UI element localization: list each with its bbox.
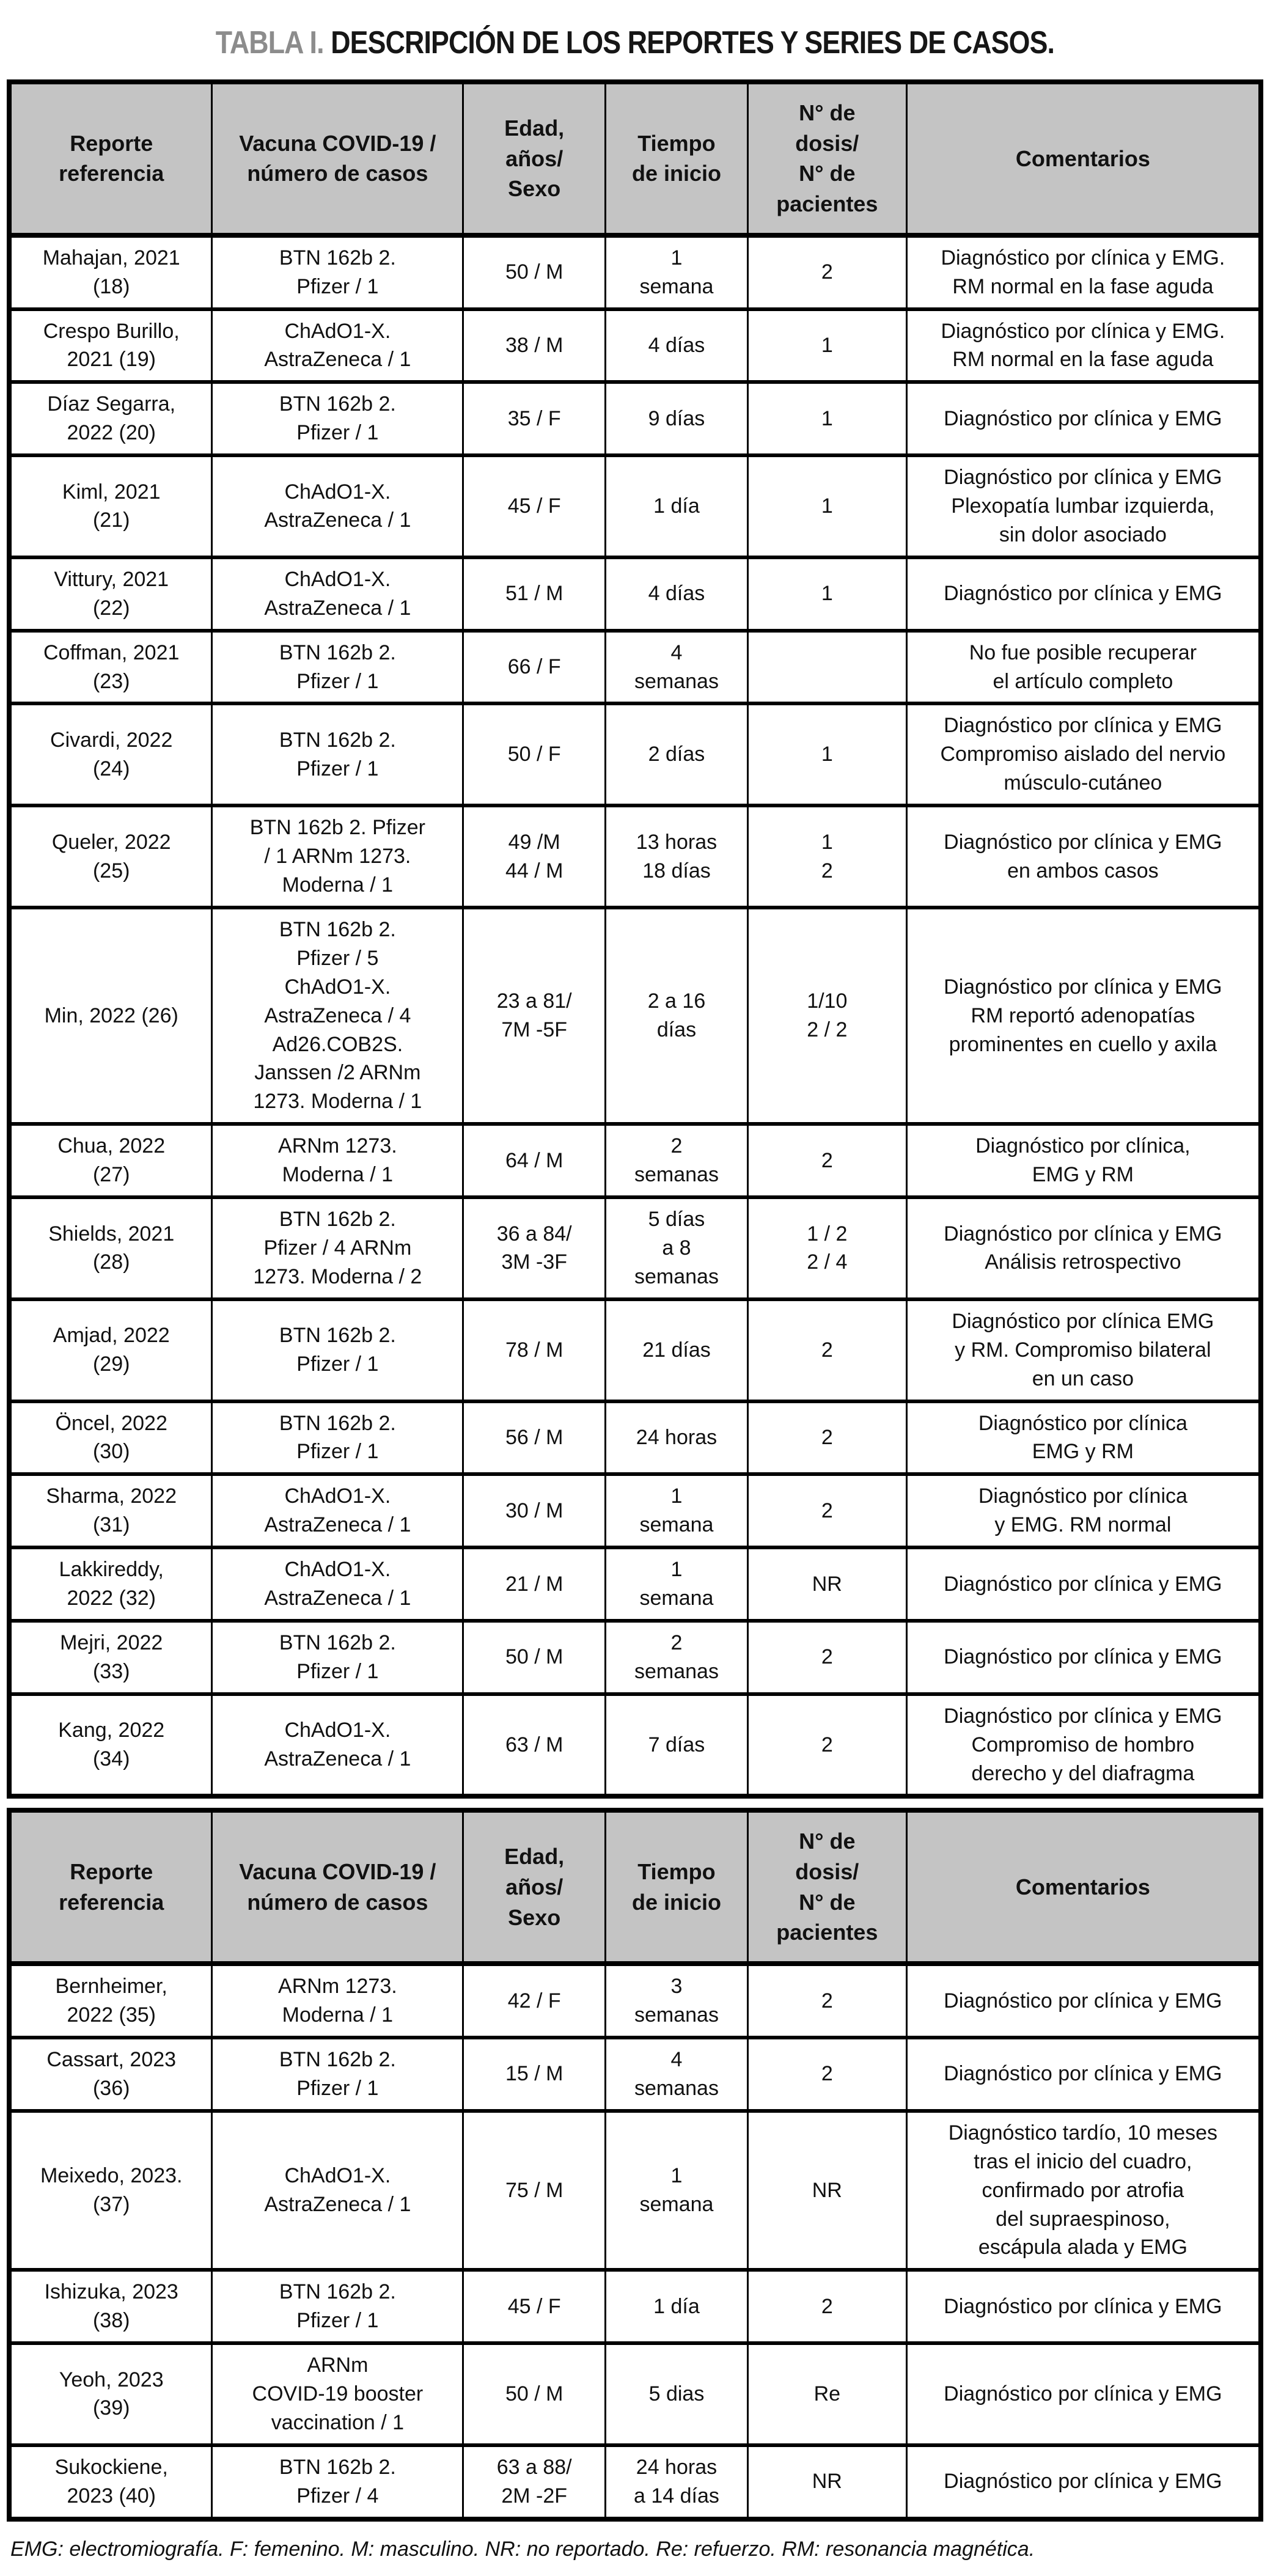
cell-comentarios: Diagnóstico por clínica y EMG: [906, 2038, 1261, 2111]
cell-vacuna-covid19: ChAdO1-X. AstraZeneca / 1: [212, 1474, 463, 1547]
cell-tiempo-inicio: 1 día: [606, 2270, 748, 2343]
cell-reporte-referencia: Kang, 2022 (34): [9, 1694, 212, 1797]
cell-tiempo-inicio: 4 días: [606, 557, 748, 631]
cell-edad-sexo: 64 / M: [463, 1124, 606, 1197]
case-row: [9, 1124, 1261, 1197]
table-title-label: TABLA I.: [215, 25, 324, 61]
cell-comentarios: Diagnóstico por clínica y EMG: [906, 1621, 1261, 1694]
cell-reporte-referencia: Díaz Segarra, 2022 (20): [9, 382, 212, 455]
abbreviations-footnote: EMG: electromiografía. F: femenino. M: masculino. NR: no reportado. Re: refuerzo. RM: resonancia magnética.: [10, 2537, 1035, 2561]
cell-reporte-referencia: Sharma, 2022 (31): [9, 1474, 212, 1547]
cell-comentarios: Diagnóstico por clínica EMG y RM. Compromiso bilateral en un caso: [906, 1299, 1261, 1401]
cell-tiempo-inicio: 24 horas a 14 días: [606, 2445, 748, 2519]
cell-comentarios: Diagnóstico por clínica y EMG: [906, 2270, 1261, 2343]
cell-dosis-pacientes: 2: [747, 1474, 906, 1547]
cell-edad-sexo: 35 / F: [463, 382, 606, 455]
cell-dosis-pacientes: 2: [747, 1621, 906, 1694]
cell-edad-sexo: 50 / F: [463, 703, 606, 805]
cell-edad-sexo: 42 / F: [463, 1964, 606, 2038]
cell-vacuna-covid19: ChAdO1-X. AstraZeneca / 1: [212, 455, 463, 557]
cell-tiempo-inicio: 2 semanas: [606, 1621, 748, 1694]
header-cell-dosis-pacientes: N° de dosis/ N° de pacientes: [747, 82, 906, 235]
cell-edad-sexo: 45 / F: [463, 2270, 606, 2343]
cell-comentarios: Diagnóstico por clínica y EMG: [906, 557, 1261, 631]
cases-table-section-1: [7, 79, 1263, 1799]
cell-comentarios: Diagnóstico por clínica y EMG Compromiso aislado del nervio músculo-cutáneo: [906, 703, 1261, 805]
cell-comentarios: Diagnóstico por clínica y EMG: [906, 2445, 1261, 2519]
case-row: [9, 1401, 1261, 1475]
cell-tiempo-inicio: 1 semana: [606, 235, 748, 309]
cell-dosis-pacientes: 2: [747, 1124, 906, 1197]
cell-reporte-referencia: Mejri, 2022 (33): [9, 1621, 212, 1694]
header-cell-tiempo-inicio: Tiempo de inicio: [606, 1810, 748, 1964]
cell-comentarios: Diagnóstico por clínica y EMG. RM normal: [906, 1474, 1261, 1547]
cell-edad-sexo: 36 a 84/ 3M -3F: [463, 1197, 606, 1299]
cell-tiempo-inicio: 1 semana: [606, 1474, 748, 1547]
cell-tiempo-inicio: 1 día: [606, 455, 748, 557]
case-row: [9, 631, 1261, 704]
cell-dosis-pacientes: NR: [747, 2445, 906, 2519]
cell-tiempo-inicio: 4 semanas: [606, 2038, 748, 2111]
cell-edad-sexo: 63 a 88/ 2M -2F: [463, 2445, 606, 2519]
header-cell-reporte-referencia: Reporte referencia: [9, 82, 212, 235]
cell-comentarios: Diagnóstico tardío, 10 meses tras el inicio del cuadro, confirmado por atrofia del supraespinoso, escápula alada y EMG: [906, 2111, 1261, 2270]
cell-dosis-pacientes: NR: [747, 2111, 906, 2270]
cell-comentarios: Diagnóstico por clínica y EMG Análisis retrospectivo: [906, 1197, 1261, 1299]
cell-edad-sexo: 50 / M: [463, 235, 606, 309]
cell-dosis-pacientes: 2: [747, 1964, 906, 2038]
cell-tiempo-inicio: 7 días: [606, 1694, 748, 1797]
case-row: [9, 1299, 1261, 1401]
cell-dosis-pacientes: 1: [747, 382, 906, 455]
cell-vacuna-covid19: BTN 162b 2. Pfizer / 5 ChAdO1-X. AstraZeneca / 4 Ad26.COB2S. Janssen /2 ARNm 1273. Moderna / 1: [212, 908, 463, 1124]
cell-vacuna-covid19: BTN 162b 2. Pfizer / 1: [212, 2038, 463, 2111]
cell-tiempo-inicio: 5 días a 8 semanas: [606, 1197, 748, 1299]
cell-dosis-pacientes: 1/10 2 / 2: [747, 908, 906, 1124]
cell-dosis-pacientes: 2: [747, 1694, 906, 1797]
section-divider-gap: [7, 1799, 1263, 1808]
cell-edad-sexo: 63 / M: [463, 1694, 606, 1797]
header-cell-tiempo-inicio: Tiempo de inicio: [606, 82, 748, 235]
cell-vacuna-covid19: ChAdO1-X. AstraZeneca / 1: [212, 309, 463, 383]
cell-dosis-pacientes: 1 2: [747, 805, 906, 908]
case-row: [9, 309, 1261, 383]
cell-tiempo-inicio: 3 semanas: [606, 1964, 748, 2038]
case-row: [9, 557, 1261, 631]
cell-vacuna-covid19: ARNm 1273. Moderna / 1: [212, 1964, 463, 2038]
cell-comentarios: Diagnóstico por clínica y EMG Plexopatía lumbar izquierda, sin dolor asociado: [906, 455, 1261, 557]
cell-tiempo-inicio: 24 horas: [606, 1401, 748, 1475]
cell-edad-sexo: 50 / M: [463, 2343, 606, 2445]
cell-vacuna-covid19: ChAdO1-X. AstraZeneca / 1: [212, 2111, 463, 2270]
cell-reporte-referencia: Yeoh, 2023 (39): [9, 2343, 212, 2445]
cell-vacuna-covid19: BTN 162b 2. Pfizer / 1: [212, 1299, 463, 1401]
cell-comentarios: Diagnóstico por clínica EMG y RM: [906, 1401, 1261, 1475]
cell-reporte-referencia: Mahajan, 2021 (18): [9, 235, 212, 309]
cell-tiempo-inicio: 4 días: [606, 309, 748, 383]
cell-reporte-referencia: Vittury, 2021 (22): [9, 557, 212, 631]
cell-vacuna-covid19: BTN 162b 2. Pfizer / 1: [212, 235, 463, 309]
cell-edad-sexo: 15 / M: [463, 2038, 606, 2111]
cell-dosis-pacientes: 1: [747, 455, 906, 557]
cell-reporte-referencia: Shields, 2021 (28): [9, 1197, 212, 1299]
case-row: [9, 2111, 1261, 2270]
cell-comentarios: Diagnóstico por clínica y EMG Compromiso de hombro derecho y del diafragma: [906, 1694, 1261, 1797]
cell-vacuna-covid19: ChAdO1-X. AstraZeneca / 1: [212, 1694, 463, 1797]
cases-table: [7, 1808, 1263, 2521]
cell-reporte-referencia: Min, 2022 (26): [9, 908, 212, 1124]
cell-dosis-pacientes: 1 / 2 2 / 4: [747, 1197, 906, 1299]
header-cell-comentarios: Comentarios: [906, 82, 1261, 235]
cell-reporte-referencia: Civardi, 2022 (24): [9, 703, 212, 805]
case-row: [9, 1964, 1261, 2038]
cell-reporte-referencia: Chua, 2022 (27): [9, 1124, 212, 1197]
cell-vacuna-covid19: ChAdO1-X. AstraZeneca / 1: [212, 1547, 463, 1621]
cell-vacuna-covid19: BTN 162b 2. Pfizer / 1: [212, 1401, 463, 1475]
cell-dosis-pacientes: 2: [747, 1401, 906, 1475]
header-cell-vacuna-covid19: Vacuna COVID-19 / número de casos: [212, 1810, 463, 1964]
case-row: [9, 908, 1261, 1124]
cell-comentarios: Diagnóstico por clínica y EMG: [906, 1547, 1261, 1621]
cell-dosis-pacientes: 1: [747, 309, 906, 383]
cell-dosis-pacientes: NR: [747, 1547, 906, 1621]
cell-comentarios: No fue posible recuperar el artículo completo: [906, 631, 1261, 704]
cell-dosis-pacientes: 1: [747, 703, 906, 805]
cell-tiempo-inicio: 2 días: [606, 703, 748, 805]
cell-edad-sexo: 66 / F: [463, 631, 606, 704]
cell-comentarios: Diagnóstico por clínica y EMG: [906, 2343, 1261, 2445]
case-row: [9, 703, 1261, 805]
cell-edad-sexo: 78 / M: [463, 1299, 606, 1401]
case-row: [9, 2343, 1261, 2445]
cell-reporte-referencia: Öncel, 2022 (30): [9, 1401, 212, 1475]
cell-comentarios: Diagnóstico por clínica y EMG: [906, 382, 1261, 455]
cell-comentarios: Diagnóstico por clínica y EMG. RM normal en la fase aguda: [906, 235, 1261, 309]
header-cell-edad-sexo: Edad, años/ Sexo: [463, 1810, 606, 1964]
cell-edad-sexo: 49 /M 44 / M: [463, 805, 606, 908]
case-row: [9, 382, 1261, 455]
cell-reporte-referencia: Meixedo, 2023. (37): [9, 2111, 212, 2270]
case-row: [9, 805, 1261, 908]
cell-dosis-pacientes: 2: [747, 235, 906, 309]
cell-vacuna-covid19: BTN 162b 2. Pfizer / 1: [212, 2270, 463, 2343]
case-row: [9, 235, 1261, 309]
header-cell-dosis-pacientes: N° de dosis/ N° de pacientes: [747, 1810, 906, 1964]
cell-dosis-pacientes: 2: [747, 2038, 906, 2111]
cell-reporte-referencia: Amjad, 2022 (29): [9, 1299, 212, 1401]
cell-edad-sexo: 30 / M: [463, 1474, 606, 1547]
cell-tiempo-inicio: 2 semanas: [606, 1124, 748, 1197]
cases-table: [7, 79, 1263, 1799]
cell-tiempo-inicio: 5 dias: [606, 2343, 748, 2445]
cell-reporte-referencia: Sukockiene, 2023 (40): [9, 2445, 212, 2519]
cell-vacuna-covid19: ARNm 1273. Moderna / 1: [212, 1124, 463, 1197]
header-cell-edad-sexo: Edad, años/ Sexo: [463, 82, 606, 235]
cell-reporte-referencia: Lakkireddy, 2022 (32): [9, 1547, 212, 1621]
header-cell-comentarios: Comentarios: [906, 1810, 1261, 1964]
table-title: [7, 24, 1263, 61]
cell-vacuna-covid19: BTN 162b 2. Pfizer / 1: [212, 703, 463, 805]
cell-tiempo-inicio: 1 semana: [606, 1547, 748, 1621]
cell-comentarios: Diagnóstico por clínica y EMG. RM normal en la fase aguda: [906, 309, 1261, 383]
cell-dosis-pacientes: [747, 631, 906, 704]
cell-tiempo-inicio: 21 días: [606, 1299, 748, 1401]
case-row: [9, 1197, 1261, 1299]
case-row: [9, 455, 1261, 557]
case-row: [9, 1621, 1261, 1694]
header-row: [9, 82, 1261, 235]
cell-edad-sexo: 56 / M: [463, 1401, 606, 1475]
cell-vacuna-covid19: BTN 162b 2. Pfizer / 4 ARNm 1273. Moderna / 2: [212, 1197, 463, 1299]
cell-edad-sexo: 51 / M: [463, 557, 606, 631]
case-row: [9, 2038, 1261, 2111]
cell-vacuna-covid19: ARNm COVID-19 booster vaccination / 1: [212, 2343, 463, 2445]
cell-vacuna-covid19: BTN 162b 2. Pfizer / 4: [212, 2445, 463, 2519]
cell-tiempo-inicio: 1 semana: [606, 2111, 748, 2270]
cell-comentarios: Diagnóstico por clínica y EMG en ambos casos: [906, 805, 1261, 908]
cell-dosis-pacientes: 2: [747, 2270, 906, 2343]
cell-reporte-referencia: Ishizuka, 2023 (38): [9, 2270, 212, 2343]
case-row: [9, 1694, 1261, 1797]
table-title-text: DESCRIPCIÓN DE LOS REPORTES Y SERIES DE CASOS.: [331, 25, 1055, 61]
cell-dosis-pacientes: 1: [747, 557, 906, 631]
cell-tiempo-inicio: 4 semanas: [606, 631, 748, 704]
cell-vacuna-covid19: BTN 162b 2. Pfizer / 1 ARNm 1273. Moderna / 1: [212, 805, 463, 908]
cell-dosis-pacientes: Re: [747, 2343, 906, 2445]
cell-tiempo-inicio: 13 horas 18 días: [606, 805, 748, 908]
cell-reporte-referencia: Queler, 2022 (25): [9, 805, 212, 908]
case-row: [9, 1474, 1261, 1547]
cell-vacuna-covid19: BTN 162b 2. Pfizer / 1: [212, 1621, 463, 1694]
cell-vacuna-covid19: ChAdO1-X. AstraZeneca / 1: [212, 557, 463, 631]
cell-reporte-referencia: Kiml, 2021 (21): [9, 455, 212, 557]
cell-tiempo-inicio: 2 a 16 días: [606, 908, 748, 1124]
case-row: [9, 2445, 1261, 2519]
cell-edad-sexo: 23 a 81/ 7M -5F: [463, 908, 606, 1124]
cell-edad-sexo: 45 / F: [463, 455, 606, 557]
cell-comentarios: Diagnóstico por clínica y EMG RM reportó adenopatías prominentes en cuello y axila: [906, 908, 1261, 1124]
cell-edad-sexo: 50 / M: [463, 1621, 606, 1694]
cell-vacuna-covid19: BTN 162b 2. Pfizer / 1: [212, 631, 463, 704]
cell-reporte-referencia: Coffman, 2021 (23): [9, 631, 212, 704]
cell-edad-sexo: 38 / M: [463, 309, 606, 383]
cell-reporte-referencia: Crespo Burillo, 2021 (19): [9, 309, 212, 383]
header-cell-reporte-referencia: Reporte referencia: [9, 1810, 212, 1964]
cell-comentarios: Diagnóstico por clínica y EMG: [906, 1964, 1261, 2038]
case-row: [9, 1547, 1261, 1621]
case-row: [9, 2270, 1261, 2343]
cell-dosis-pacientes: 2: [747, 1299, 906, 1401]
cell-comentarios: Diagnóstico por clínica, EMG y RM: [906, 1124, 1261, 1197]
cell-tiempo-inicio: 9 días: [606, 382, 748, 455]
header-cell-vacuna-covid19: Vacuna COVID-19 / número de casos: [212, 82, 463, 235]
cases-table-section-2: [7, 1808, 1263, 2521]
cell-reporte-referencia: Bernheimer, 2022 (35): [9, 1964, 212, 2038]
cell-reporte-referencia: Cassart, 2023 (36): [9, 2038, 212, 2111]
cell-edad-sexo: 75 / M: [463, 2111, 606, 2270]
cell-edad-sexo: 21 / M: [463, 1547, 606, 1621]
cell-vacuna-covid19: BTN 162b 2. Pfizer / 1: [212, 382, 463, 455]
header-row: [9, 1810, 1261, 1964]
